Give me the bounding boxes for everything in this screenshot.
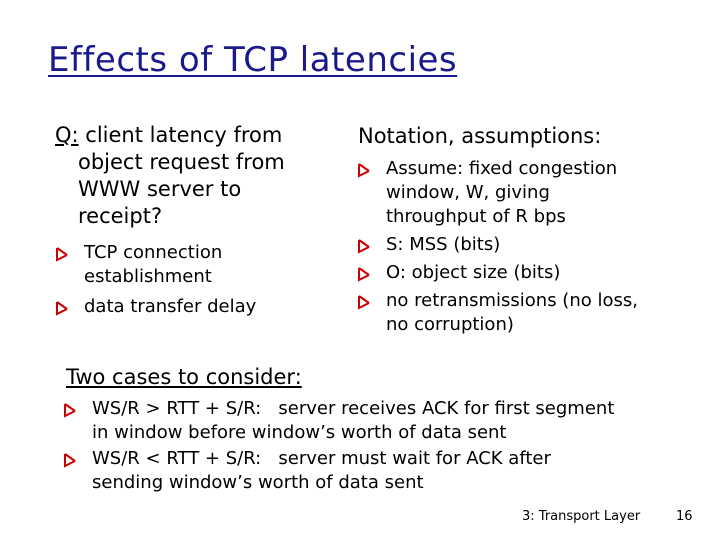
- list-item: WS/R > RTT + S/R: server receives ACK for first segment in window before window’s worth of data sent: [62, 397, 702, 445]
- cases-bullet-list: [62, 397, 702, 495]
- question-line-3: WWW server to: [78, 177, 242, 201]
- bullet-icon: [54, 300, 70, 316]
- bullet-icon: [356, 162, 372, 178]
- list-item: WS/R < RTT + S/R: server must wait for ACK after sending window’s worth of data sent: [62, 447, 702, 495]
- bullet-icon: [62, 402, 78, 418]
- list-item: Assume: fixed congestion window, W, giving throughput of R bps: [356, 157, 696, 229]
- list-item: data transfer delay: [54, 295, 354, 319]
- list-item: O: object size (bits): [356, 261, 696, 285]
- cases-heading: Two cases to consider:: [66, 365, 302, 389]
- list-item: no retransmissions (no loss, no corruption): [356, 289, 696, 337]
- slide-title: Effects of TCP latencies: [48, 40, 458, 80]
- footer-chapter: 3: Transport Layer: [522, 509, 641, 524]
- question-line-4: receipt?: [78, 204, 163, 228]
- bullet-icon: [356, 266, 372, 282]
- question-line-1: Q: client latency from: [55, 123, 283, 147]
- list-item: S: MSS (bits): [356, 233, 696, 257]
- left-bullet-list: [54, 241, 354, 319]
- page-number: 16: [676, 509, 693, 524]
- question-label: Q:: [55, 123, 79, 147]
- list-item: TCP connection establishment: [54, 241, 354, 289]
- notation-bullet-list: [356, 157, 696, 337]
- bullet-icon: [356, 238, 372, 254]
- bullet-icon: [62, 452, 78, 468]
- bullet-icon: [356, 294, 372, 310]
- question-line-2: object request from: [78, 150, 285, 174]
- notation-heading: Notation, assumptions:: [358, 124, 602, 148]
- question-block: [55, 122, 355, 230]
- bullet-icon: [54, 246, 70, 262]
